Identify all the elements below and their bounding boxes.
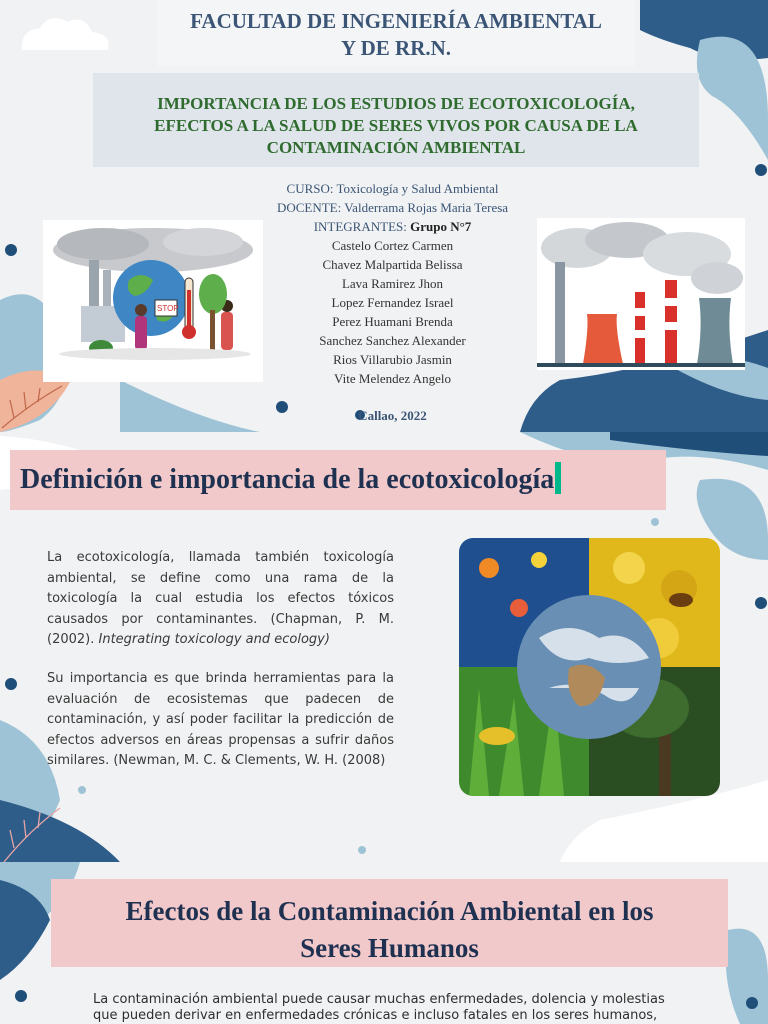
credits-block (240, 179, 545, 388)
earth-globe (113, 260, 189, 336)
ground-shadow (59, 348, 251, 360)
member-name: Perez Huamani Brenda (332, 314, 453, 329)
member-name: Chavez Malpartida Belissa (322, 257, 463, 272)
effects-header (51, 879, 728, 967)
stop-sign-text: STOP (157, 304, 179, 313)
place-date: Callao, 2022 (358, 408, 427, 423)
members-line (240, 217, 545, 236)
effects-body (93, 992, 683, 1024)
earth-pollution-illustration (43, 220, 263, 382)
factory-chimneys-illustration (537, 218, 745, 370)
topic-title-line2: EFECTOS A LA SALUD DE SERES VIVOS POR CAUSA DE LA (154, 116, 638, 135)
course-label: CURSO: (286, 181, 334, 196)
member-name: Lava Ramirez Jhon (341, 276, 444, 291)
chimney-stripe (665, 298, 677, 306)
course-line (240, 179, 545, 198)
effects-slide (0, 862, 768, 1024)
member-name: Vite Melendez Angelo (334, 371, 451, 386)
topic-title-line3: CONTAMINACIÓN AMBIENTAL (266, 138, 526, 157)
cover-slide (0, 0, 768, 432)
fish (531, 552, 547, 568)
teacher-line (240, 198, 545, 217)
bird (479, 727, 515, 745)
cooling-tower (583, 314, 623, 364)
person-figure (135, 316, 147, 350)
faculty-title-line2: Y DE RR.N. (340, 36, 452, 60)
member-name: Sanchez Sanchez Alexander (319, 333, 466, 348)
bee (669, 593, 693, 607)
definition-citation-italic: Integrating toxicology and ecology) (98, 632, 330, 648)
member-name: Castelo Cortez Carmen (331, 238, 454, 253)
smoke-cloud (57, 228, 149, 260)
earth-ecosystem-collage (459, 538, 720, 796)
tree (199, 274, 227, 314)
thermometer-level (187, 290, 191, 330)
ground-line (537, 363, 745, 367)
smoke-cloud (163, 228, 243, 256)
faculty-header (157, 0, 635, 66)
member-name: Rios Villarubio Jasmin (333, 352, 452, 367)
definition-title: Definición e importancia de la ecotoxicología (20, 464, 555, 495)
topic-title-line1: IMPORTANCIA DE LOS ESTUDIOS DE ECOTOXICOLOGÍA, (157, 94, 635, 113)
smoke-cloud (691, 262, 743, 294)
chimney-stripe (635, 308, 645, 316)
fish (479, 558, 499, 578)
chimney-gray (555, 262, 565, 364)
definition-paragraph-text: La ecotoxicología, llamada también toxicología ambiental, se define como una rama de la toxicología la cual estudia los efectos tóxicos causados por contaminantes. (Chapman, P. M. (2002). (47, 550, 394, 648)
effects-body-line2: que pueden derivar en enfermedades crónicas e incluso fatales en los seres humanos, (93, 1008, 658, 1023)
tree-trunk (210, 310, 215, 350)
teacher-value: Valderrama Rojas Maria Teresa (344, 200, 509, 215)
flower-cluster (613, 552, 645, 584)
chimney-stripe (665, 322, 677, 330)
text-cursor-marker (555, 462, 561, 494)
member-name: Lopez Fernandez Israel (331, 295, 454, 310)
effects-title-line1: Efectos de la Contaminación Ambiental en los (125, 896, 654, 926)
definition-paragraph (47, 548, 394, 651)
definition-header (10, 450, 666, 510)
person-figure (221, 312, 233, 350)
importance-paragraph: Su importancia es que brinda herramientas para la evaluación de ecosistemas que padecen de contaminación, y así poder facilitar la predicción de efectos adversos en áreas propensas a sufrir daños similares. (Newman, M. C. & Clements, W. H. (2008) (47, 670, 394, 769)
chimney-stripe (635, 330, 645, 338)
thermometer-bulb (182, 325, 196, 339)
topic-header (93, 73, 699, 167)
group-value: Grupo N°7 (410, 219, 472, 234)
chimney-red (635, 292, 645, 364)
fish (510, 599, 528, 617)
teacher-label: DOCENTE: (276, 200, 342, 215)
definition-slide (0, 432, 768, 862)
course-value: Toxicología y Salud Ambiental (336, 181, 499, 196)
cooling-tower (697, 298, 733, 364)
effects-body-line1: La contaminación ambiental puede causar muchas enfermedades, dolencia y molestias (93, 992, 665, 1007)
effects-title-line2: Seres Humanos (300, 933, 479, 963)
definition-body (47, 548, 394, 790)
faculty-title-line1: FACULTAD DE INGENIERÍA AMBIENTAL (190, 9, 602, 33)
members-label: INTEGRANTES: (313, 219, 407, 234)
person-head (135, 304, 147, 316)
